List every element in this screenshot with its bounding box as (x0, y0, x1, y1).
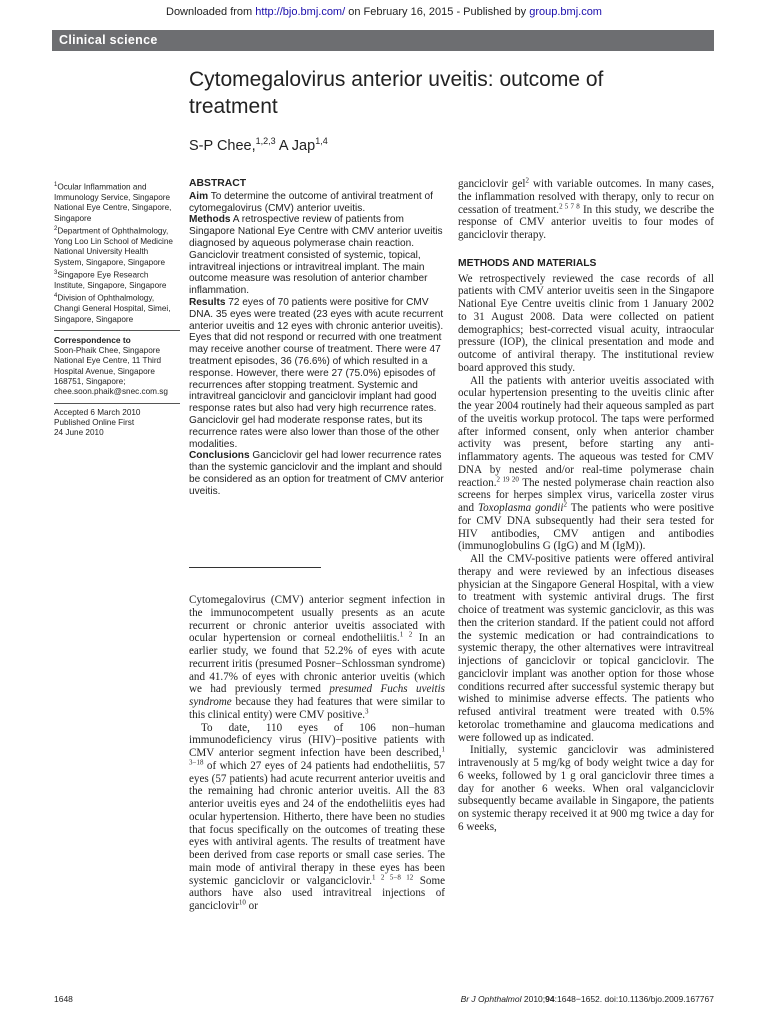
section-label: Clinical science (59, 33, 158, 47)
divider (54, 330, 180, 331)
abstract-results: Results 72 eyes of 70 patients were positive for CMV DNA. 35 eyes were treated (23 eyes with acute recurrent anterior uveitis and 12 eyes with chronic anterior uveitis). Eyes that did not respond or recurred with one treatment may receive another course of treatment. There were 47 treatment episodes, 36 (76.6%) of which resulted in a response. However, there were 27 (75.0%) episodes of recurrences after stopping treatment. Systemic and intravitreal ganciclovir and ganciclovir implant had good response rates but also had very high recurrence rates. Ganciclovir gel had moderate response rates, but its recurrence rates were also lower than those of the other modalities. (189, 296, 444, 450)
published-label: Published Online First (54, 417, 135, 427)
body-column-right (458, 178, 714, 834)
citation: Br J Ophthalmol 2010;94:1648−1652. doi:10.1136/bjo.2009.167767 (460, 994, 714, 1004)
affiliation-item: $^3$Singapore Eye Research Institute, Singapore, Singapore (54, 269, 167, 290)
abstract-conclusions: Conclusions Ganciclovir gel had lower recurrence rates than the systemic ganciclovir and the implant and should be considered as an option for treatment of CMV anterior uveitis. (189, 450, 444, 497)
publisher-link[interactable]: group.bmj.com (529, 6, 602, 18)
accepted-date: Accepted 6 March 2010 (54, 407, 141, 417)
affiliation-item: $^1$Ocular Inflammation and Immunology Service, Singapore National Eye Centre, Singapore, Singapore (54, 182, 172, 223)
page-number: 1648 (54, 994, 73, 1004)
abstract-divider (189, 567, 321, 568)
author-list: S-P Chee,$^{1,2,3}$ A Jap$^{1,4}$ (189, 136, 328, 154)
body-column-left (189, 594, 445, 913)
abstract-aim: Aim To determine the outcome of antiviral treatment of cytomegalovirus (CMV) anterior uveitis. (189, 190, 433, 214)
published-date: 24 June 2010 (54, 428, 104, 438)
divider (54, 403, 180, 404)
paragraph: To date, 110 eyes of 106 non−human immunodeficiency virus (HIV)−positive patients with CMV anterior segment infection have been described,$^{1 3-18}$ of which 27 eyes of 24 patients had endotheliitis, 57 eyes (57 patients) had acute recurrent anterior uveitis and the remaining had chronic anterior uveitis. All the 83 anterior uveitis eyes and 24 of the endotheliitis eyes had ocular hypertension. Hitherto, there have been no studies that focus specifically on the outcomes of treating these eyes with antiviral agents. The results of treatment have been derived from case reports or small case series. The main mode of antiviral therapy in these eyes has been systemic ganciclovir or valganciclovir.$^{1 2 5-8 12}$ Some authors have also used intravitreal injections of ganciclovir$^{10}$ or (189, 721, 446, 912)
journal-link[interactable]: http://bjo.bmj.com/ (255, 6, 346, 18)
paragraph: We retrospectively reviewed the case records of all patients with CMV anterior uveitis seen in the Singapore National Eye Centre uveitis clinic from 1 January 2002 to 31 August 2008. Data were collected on patient demographics; best-corrected visual acuity, intraocular pressure (IOP), the clinical presentation and mode and outcome of antiviral therapy. The institutional review board approved this study. (458, 272, 714, 374)
abstract-methods: Methods A retrospective review of patients from Singapore National Eye Centre with CMV anterior uveitis diagnosed by aqueous polymerase chain reaction. Ganciclovir treatment consisted of systemic, topical, intravitreal injections or intravitreal implant. The main outcome measure was resolution of anterior chamber inflammation. (189, 214, 443, 297)
abstract (189, 178, 446, 498)
paragraph: Cytomegalovirus (CMV) anterior segment infection in the immunocompetent usually presents as an acute recurrent or chronic anterior uveitis associated with ocular hypertension or corneal endotheliitis.$^{1 2}$ In an earlier study, we found that 52.2% of eyes with acute recurrent iritis (presumed Posner−Schlossman syndrome) and 41.7% of eyes with chronic anterior uveitis (which we had previously termed presumed Fuchs uveitis syndrome because they had features that were similar to this clinical entity) were CMV positive.$^3$ (189, 594, 445, 721)
download-notice: Downloaded from http://bjo.bmj.com/ on February 16, 2015 - Published by group.bmj.com (166, 6, 602, 18)
paragraph: All the CMV-positive patients were offered antiviral therapy and were reviewed by an infectious diseases physician at the Singapore General Hospital, with a view to treatment with systemic antiviral drugs. The first choice of treatment was systemic ganciclovir, as this was then the criterion standard. If the patient could not afford the systemic medication or had contraindications to systemic therapy, the other alternatives were intravitreal injections of ganciclovir or topical ganciclovir. The ganciclovir implant was another option for those whose conditions recurred after successful systemic therapy but wished to minimise adverse effects. The patients who refused antiviral treatment were treated with 0.5% ketorolac tromethamine and glaucoma medications and were followed up as indicated. (458, 553, 714, 744)
article-title: Cytomegalovirus anterior uveitis: outcome of treatment (189, 68, 604, 118)
abstract-heading: ABSTRACT (189, 178, 247, 189)
correspondence-text: Soon-Phaik Chee, Singapore National Eye Centre, 11 Third Hospital Avenue, Singapore 168751, Singapore; chee.soon.phaik@snec.com.sg (54, 346, 168, 397)
affiliation-item: $^4$Division of Ophthalmology, Changi General Hospital, Simei, Singapore, Singapore (54, 293, 171, 324)
paragraph: All the patients with anterior uveitis associated with ocular hypertension presenting to the uveitis clinic after the year 2004 routinely had their aqueous sampled as part of the uveitis workup protocol. The taps were performed after informed consent, only when anterior chamber activity was present, before starting any anti-inflammatory agents. The aqueous was tested for CMV DNA by nested and/or real-time polymerase chain reaction.$^{2 19 20}$ The nested polymerase chain reaction also screens for herpes simplex virus, varicella zoster virus and Toxoplasma gondii$^2$ The patients who were positive for CMV DNA subsequently had their sera tested for HIV antibodies, CMV antigen and antibodies (immunoglobulins G (IgG) and M (IgM)). (458, 374, 715, 553)
paragraph: ganciclovir gel$^2$ with variable outcomes. In many cases, the inflammation resolved with therapy, only to recur on cessation of treatment.$^{2 5 7 8}$ In this study, we describe the response of CMV anterior uveitis to four modes of ganciclovir therapy. (458, 176, 715, 241)
paragraph: Initially, systemic ganciclovir was administered intravenously at 5 mg/kg of body weight twice a day for 6 weeks, followed by 1 g oral ganciclovir three times a day for another 6 weeks. When oral valganciclovir subsequently became available in Singapore, the patients on systemic therapy received it at 900 mg twice a day for 6 weeks, (458, 744, 714, 833)
section-heading: METHODS AND MATERIALS (458, 257, 597, 269)
section-banner (52, 30, 714, 51)
affiliations (54, 180, 180, 438)
affiliation-item: $^2$Department of Ophthalmology, Yong Loo Lin School of Medicine National University Health System, Singapore, Singapore (54, 225, 173, 267)
correspondence-heading: Correspondence to (54, 334, 131, 345)
